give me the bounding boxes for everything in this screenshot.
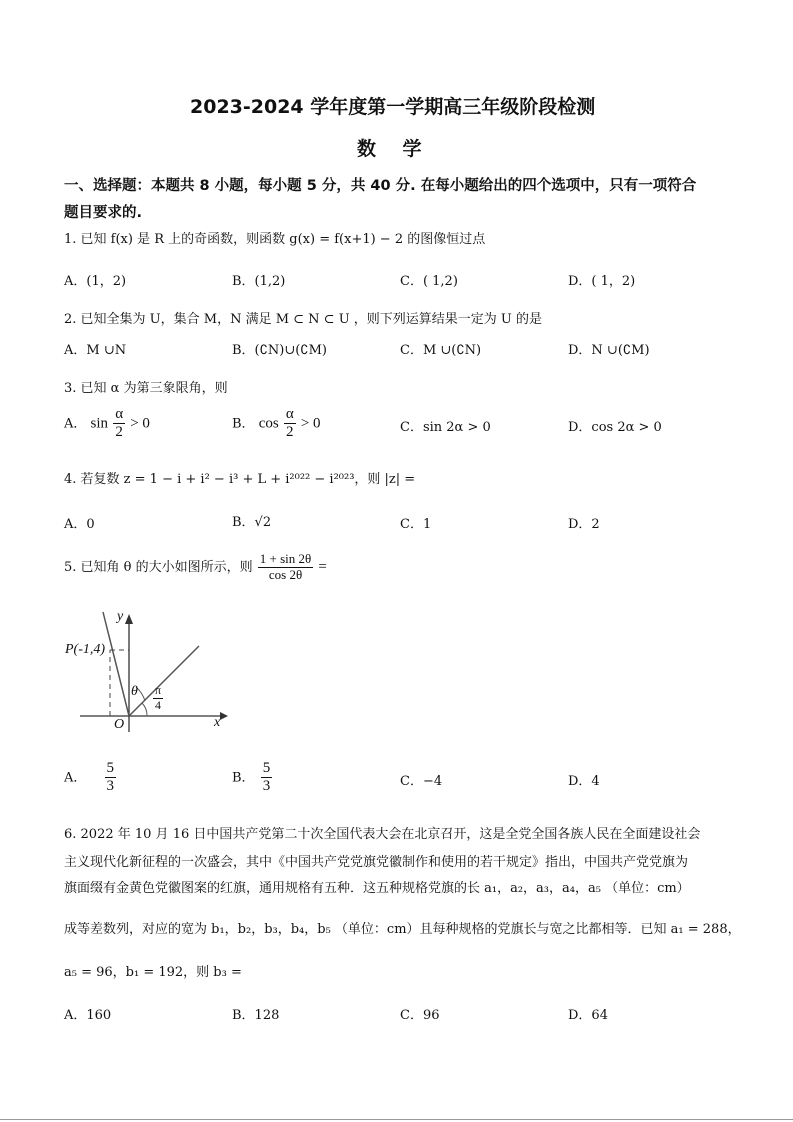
- question-6-option-b[interactable]: B．128: [232, 1008, 280, 1023]
- question-4-option-d[interactable]: D．2: [568, 517, 600, 532]
- point-p-label: P(-1,4): [65, 642, 106, 657]
- option-a-rel: > 0: [130, 415, 150, 432]
- question-2-stem: 2. 已知全集为 U，集合 M，N 满足 M ⊂ N ⊂ U ，则下列运算结果一定为 U 的是: [64, 312, 543, 327]
- option-b-fraction: [284, 406, 296, 442]
- question-2-option-d[interactable]: D．N ∪(∁M): [568, 343, 650, 358]
- question-6-option-a[interactable]: A．160: [64, 1008, 112, 1023]
- question-4-option-c[interactable]: C．1: [400, 517, 432, 532]
- question-4-stem: 4. 若复数 z = 1 − i + i² − i³ + L + i²⁰²² − i²⁰²³，则 |z| =: [64, 472, 416, 487]
- section-heading: 一、选择题：本题共 8 小题，每小题 5 分，共 40 分. 在每小题给出的四个选项中，只有一项符合: [64, 178, 697, 194]
- theta-label: θ: [131, 684, 138, 699]
- option-b-fn: cos: [258, 415, 279, 432]
- option-b-rel: > 0: [300, 415, 321, 432]
- question-1-option-d[interactable]: D．( 1，2): [568, 274, 636, 289]
- option-a-fn: sin: [90, 415, 109, 432]
- question-5-frac-den: cos 2θ: [268, 566, 303, 582]
- question-6-line-1: 6. 2022 年 10 月 16 日中国共产党第二十次全国代表大会在北京召开，这是全党全国各族人民在全面建设社会: [64, 827, 701, 842]
- option-a-label: A．: [64, 416, 87, 432]
- question-5-option-c[interactable]: C．−4: [400, 774, 443, 789]
- question-6-line-4: 成等差数列，对应的宽为 b₁，b₂，b₃，b₄，b₅ （单位：cm）且每种规格的党旗长与宽之比都相等．已知 a₁ = 288，: [64, 922, 741, 937]
- question-3-stem: 3. 已知 α 为第三象限角，则: [64, 381, 228, 396]
- question-1-stem: 1. 已知 f(x) 是 R 上的奇函数，则函数 g(x) = f(x+1) − 2 的图像恒过点: [64, 232, 486, 247]
- question-5-stem-prefix: 5. 已知角 θ 的大小如图所示，则: [64, 559, 253, 575]
- option-b-num: α: [284, 406, 296, 424]
- question-2-option-a[interactable]: A．M ∪N: [64, 343, 127, 358]
- question-3-option-d[interactable]: D．cos 2α > 0: [568, 420, 662, 435]
- x-axis-arrow: [220, 712, 228, 720]
- question-1-option-a[interactable]: A．(1，2): [64, 274, 127, 289]
- option-b-den: 2: [286, 424, 294, 441]
- q5-option-b-den: 3: [262, 778, 271, 795]
- pi-over-4-label: [153, 684, 163, 713]
- question-5-option-a[interactable]: [64, 760, 117, 796]
- question-3-option-c[interactable]: C．sin 2α > 0: [400, 420, 491, 435]
- question-3-option-a[interactable]: [64, 406, 150, 442]
- question-6-line-5: a₅ = 96，b₁ = 192，则 b₃ =: [64, 965, 242, 980]
- question-1-option-c[interactable]: C．( 1,2): [400, 274, 458, 289]
- section-heading-cont: 题目要求的.: [64, 205, 143, 221]
- pi-label: π: [155, 683, 162, 697]
- q5-option-a-num: 5: [105, 760, 117, 778]
- terminal-side-line: [103, 612, 129, 716]
- question-5-frac-num: 1 + sin 2θ: [259, 551, 312, 566]
- question-3-option-b[interactable]: [232, 406, 321, 442]
- option-a-num: α: [113, 406, 125, 424]
- question-6-option-c[interactable]: C．96: [400, 1008, 440, 1023]
- q5-option-b-fraction: [261, 760, 273, 796]
- subject-title: 数 学: [357, 138, 422, 160]
- question-6-line-3: 旗面缀有金黄色党徽图案的红旗，通用规格有五种．这五种规格党旗的长 a₁，a₂，a₃，a₄，a₅ （单位：cm）: [64, 881, 690, 896]
- question-2-option-c[interactable]: C．M ∪(∁N): [400, 343, 482, 358]
- question-2-option-b[interactable]: B．(∁N)∪(∁M): [232, 343, 327, 358]
- q5-option-b-label: B．: [232, 770, 255, 786]
- y-axis-arrow: [125, 614, 133, 624]
- four-label: 4: [155, 697, 162, 712]
- question-4-option-a[interactable]: A．0: [64, 517, 95, 532]
- option-a-fraction: [113, 406, 125, 442]
- diagonal-ray: [129, 646, 199, 716]
- question-5-fraction: [258, 552, 313, 583]
- question-5-option-b[interactable]: [232, 760, 273, 796]
- question-5-option-d[interactable]: D．4: [568, 774, 600, 789]
- q5-option-b-num: 5: [261, 760, 273, 778]
- q5-option-a-den: 3: [106, 778, 115, 795]
- question-6-option-d[interactable]: D．64: [568, 1008, 608, 1023]
- question-4-option-b[interactable]: B．√2: [232, 515, 272, 530]
- question-5-stem: [64, 552, 327, 583]
- q5-option-a-fraction: [105, 760, 117, 796]
- option-b-label: B．: [232, 416, 255, 432]
- y-axis-label: y: [117, 609, 124, 624]
- question-1-option-b[interactable]: B．(1,2): [232, 274, 286, 289]
- option-a-den: 2: [115, 424, 123, 441]
- angle-figure: [60, 608, 240, 738]
- page-title: 2023-2024 学年度第一学期高三年级阶段检测: [190, 96, 596, 118]
- page-bottom-divider: [0, 1119, 793, 1120]
- x-axis-label: x: [214, 715, 221, 730]
- question-6-line-2: 主义现代化新征程的一次盛会，其中《中国共产党党旗党徽制作和使用的若干规定》指出，中国共产党党旗为: [64, 855, 689, 870]
- pi-over-4-arc: [142, 703, 147, 716]
- question-5-stem-suffix: =: [318, 558, 327, 575]
- q5-option-a-label: A．: [64, 770, 87, 786]
- origin-label: O: [114, 717, 125, 732]
